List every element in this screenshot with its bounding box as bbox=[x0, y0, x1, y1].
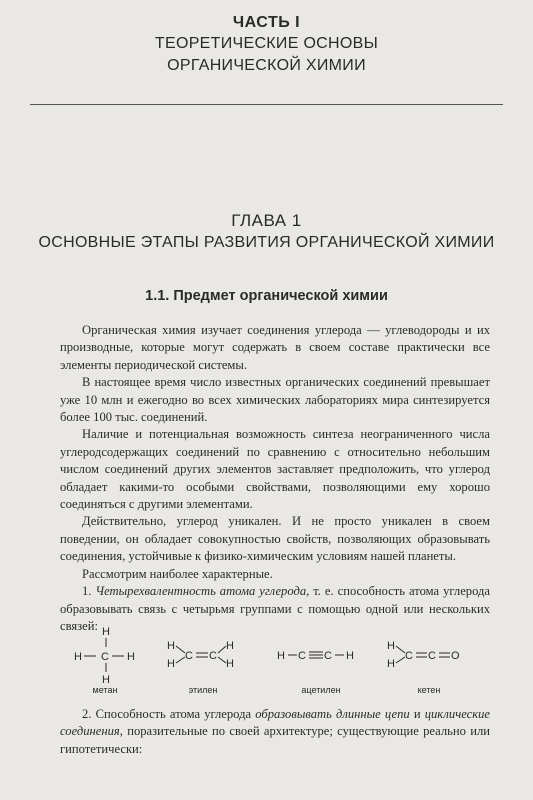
methane-structure bbox=[70, 625, 140, 685]
part-title: ЧАСТЬ I bbox=[232, 14, 301, 31]
item2-emphasis2: циклические соединения bbox=[60, 707, 491, 739]
svg-text:H: H bbox=[226, 640, 234, 652]
svg-text:H: H bbox=[226, 658, 234, 670]
item2-emphasis1: образовывать длинные цепи bbox=[255, 707, 410, 721]
paragraph: Наличие и потенциальная возможность синтеза неограниченного числа углеродсодержащих соединений по сравнению с относительно небольшим числом соединений других элементов заставляет предположить, что углерод обладает какими-то особыми свойствами, позволяющими ему хорошо соединяться с другими элементами. bbox=[60, 427, 490, 512]
svg-text:H: H bbox=[167, 658, 175, 670]
svg-text:H: H bbox=[387, 640, 395, 652]
formula-name: метан bbox=[92, 685, 118, 695]
part-subtitle-line1: ТЕОРЕТИЧЕСКИЕ ОСНОВЫ bbox=[154, 35, 379, 52]
list-item-2 bbox=[60, 706, 490, 758]
svg-text:C: C bbox=[324, 650, 332, 662]
ethylene-structure bbox=[165, 625, 245, 685]
svg-text:H: H bbox=[167, 640, 175, 652]
svg-text:C: C bbox=[101, 651, 109, 663]
paragraph: Действительно, углерод уникален. И не просто уникален в своем поведении, он обладает совокупностью свойств, позволяющих образовывать соединения, устойчивые к физико-химическим условиям нашей планеты. bbox=[60, 514, 490, 564]
svg-text:C: C bbox=[298, 650, 306, 662]
part-header bbox=[0, 13, 533, 77]
section-title: 1.1. Предмет органической химии bbox=[145, 288, 388, 304]
methane-formula bbox=[70, 625, 140, 695]
svg-text:H: H bbox=[102, 674, 110, 686]
acetylene-formula bbox=[275, 625, 365, 695]
svg-text:C: C bbox=[405, 650, 413, 662]
paragraph: Органическая химия изучает соединения углерода — углеводороды и их производные, которые могут содержать в своем составе практически все элементы периодической системы. bbox=[60, 323, 490, 372]
svg-text:H: H bbox=[102, 626, 110, 638]
svg-text:O: O bbox=[451, 650, 460, 662]
item1-prefix: 1. bbox=[82, 584, 96, 599]
formula-name: кетен bbox=[417, 685, 441, 695]
item2-part2: и bbox=[409, 707, 425, 721]
chapter-title: ГЛАВА 1 bbox=[231, 211, 302, 230]
item1-emphasis: Четырехвалентность атома углерода bbox=[95, 584, 307, 599]
formula-name: этилен bbox=[188, 685, 218, 695]
svg-text:H: H bbox=[346, 650, 354, 662]
svg-text:H: H bbox=[74, 651, 82, 663]
paragraph: Рассмотрим наиболее характерные. bbox=[82, 566, 273, 581]
svg-text:C: C bbox=[185, 650, 193, 662]
body-text bbox=[60, 322, 490, 635]
item1-rest: , т. е. способность атома углерода образовывать связь с четырьмя группами с помощью одной или нескольких связей: bbox=[60, 584, 491, 633]
item2-part3: , поразительные по своей архитектуре; существующие реально или гипотетически: bbox=[60, 724, 490, 756]
svg-text:C: C bbox=[428, 650, 436, 662]
ketene-structure bbox=[385, 625, 480, 685]
svg-text:H: H bbox=[387, 658, 395, 670]
ketene-formula bbox=[385, 625, 480, 695]
part-subtitle-line2: ОРГАНИЧЕСКОЙ ХИМИИ bbox=[167, 57, 366, 74]
structural-formulas bbox=[60, 625, 490, 700]
paragraph: В настоящее время число известных органических соединений превышает уже 10 млн и ежегодно во всех химических лабораториях мира синтезируется более 100 тыс. соединений. bbox=[60, 375, 490, 425]
svg-text:H: H bbox=[277, 650, 285, 662]
chapter-subtitle: ОСНОВНЫЕ ЭТАПЫ РАЗВИТИЯ ОРГАНИЧЕСКОЙ ХИМИИ bbox=[38, 234, 495, 251]
part-divider bbox=[30, 104, 503, 105]
svg-text:C: C bbox=[209, 650, 217, 662]
item2-part1: 2. Способность атома углерода bbox=[82, 707, 256, 721]
acetylene-structure bbox=[275, 625, 365, 685]
ethylene-formula bbox=[165, 625, 245, 695]
body-text-continued bbox=[60, 706, 490, 758]
chapter-header bbox=[0, 210, 533, 254]
svg-text:H: H bbox=[127, 651, 135, 663]
formula-name: ацетилен bbox=[301, 685, 341, 695]
